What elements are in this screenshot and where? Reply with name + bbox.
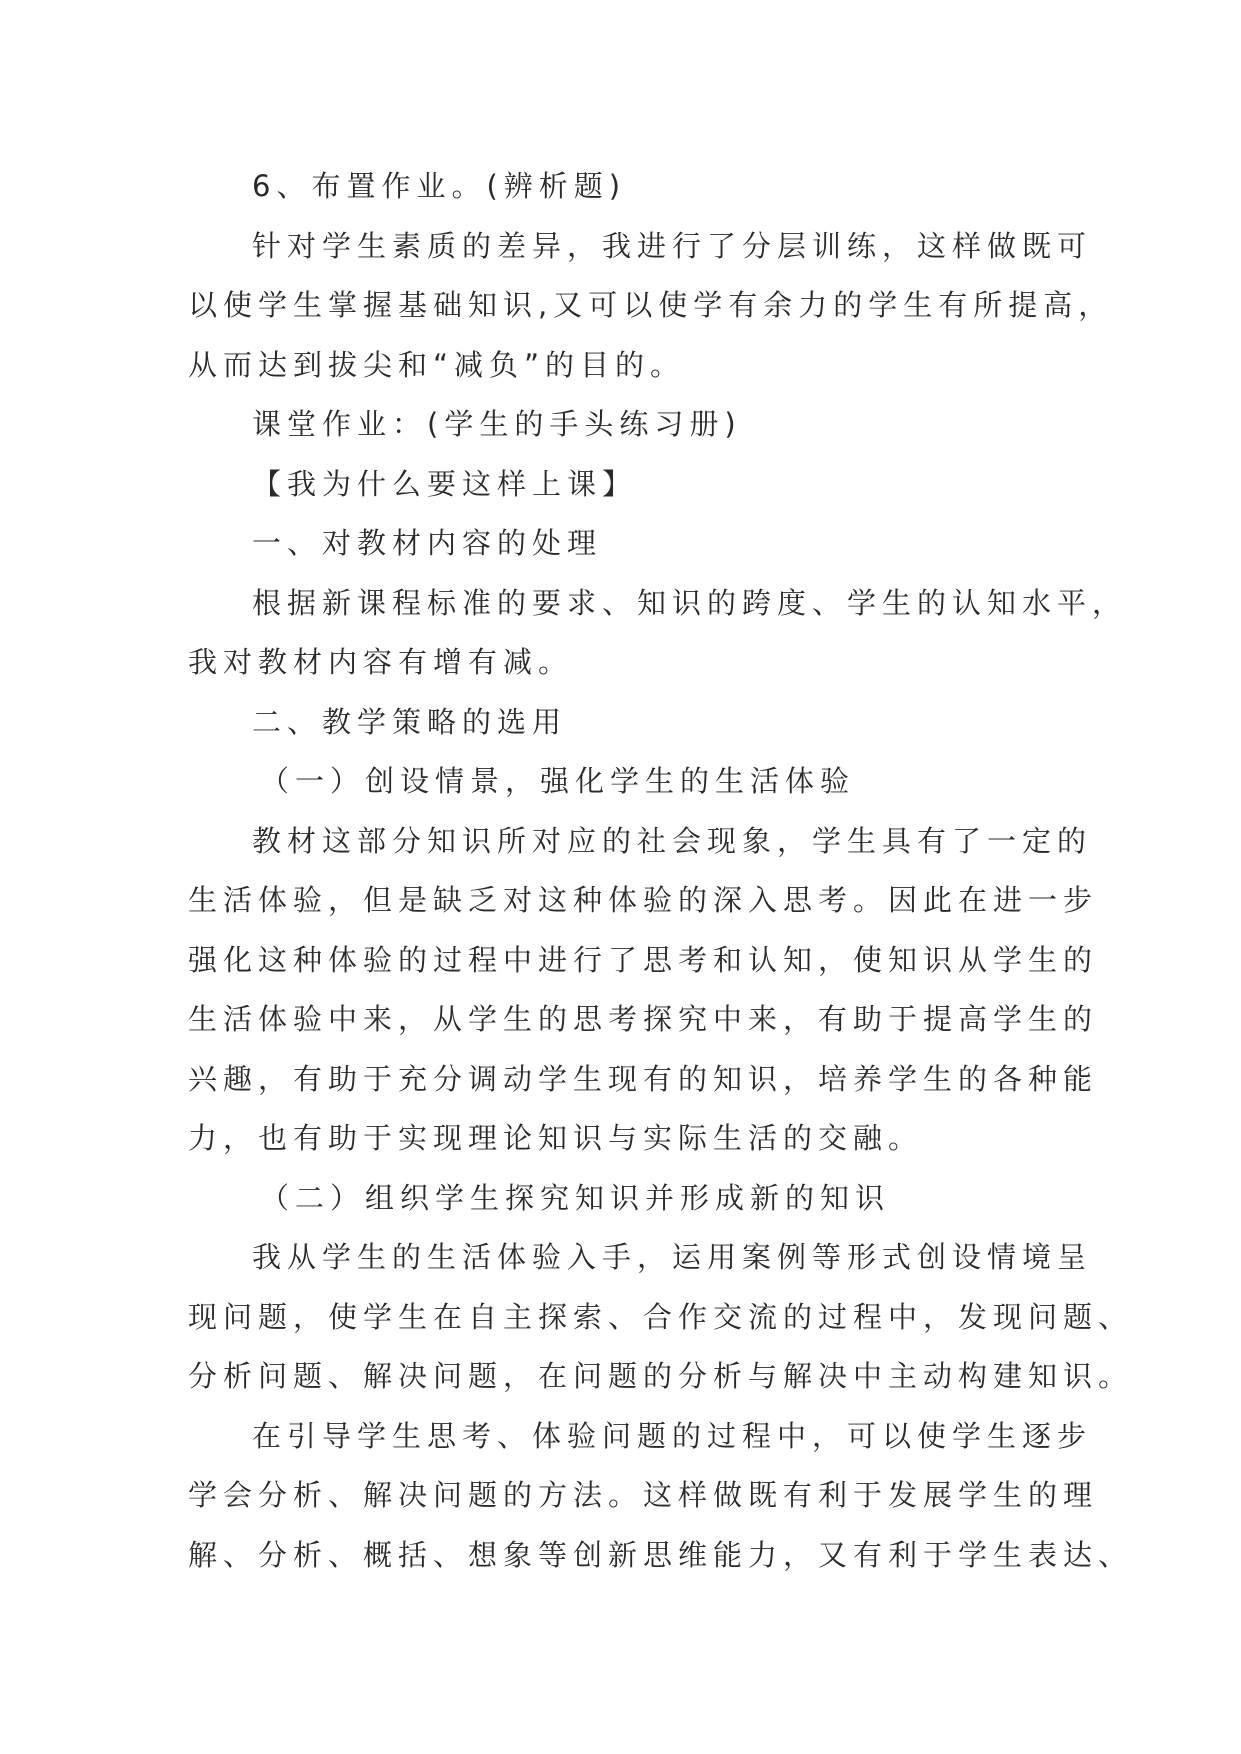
text-line: 我对教材内容有增有减。 [188, 645, 574, 679]
section-heading: 一、对教材内容的处理 [252, 526, 603, 560]
text-line: 从而达到拔尖和“减负”的目的。 [188, 347, 686, 382]
text-line: 针对学生素质的差异，我进行了分层训练，这样做既可 [252, 228, 1093, 263]
subsection-heading: （二）组织学生探究知识并形成新的知识 [260, 1180, 891, 1215]
text-line: 教材这部分知识所对应的社会现象，学生具有了一定的 [252, 823, 1093, 858]
section-heading: 二、教学策略的选用 [252, 704, 568, 739]
text-line: 以使学生掌握基础知识,又可以使学有余力的学生有所提高， [188, 288, 1114, 322]
text-line: 生活体验中来，从学生的思考探究中来，有助于提高学生的 [188, 1002, 1099, 1036]
text-line: 现问题，使学生在自主探索、合作交流的过程中，发现问题、 [188, 1299, 1134, 1334]
text-line: 强化这种体验的过程中进行了思考和认知，使知识从学生的 [188, 942, 1099, 977]
text-line: 兴趣，有助于充分调动学生现有的知识，培养学生的各种能 [188, 1061, 1099, 1096]
document-body [188, 157, 1134, 1585]
text-line: 我从学生的生活体验入手，运用案例等形式创设情境呈 [252, 1240, 1093, 1274]
text-line: 课堂作业：(学生的手头练习册) [252, 407, 742, 441]
text-line: 在引导学生思考、体验问题的过程中，可以使学生逐步 [252, 1418, 1093, 1453]
text-line: 学会分析、解决问题的方法。这样做既有利于发展学生的理 [188, 1478, 1099, 1512]
text-line: 根据新课程标准的要求、知识的跨度、学生的认知水平， [252, 585, 1128, 620]
text-line: 生活体验，但是缺乏对这种体验的深入思考。因此在进一步 [188, 883, 1099, 917]
text-line: 解、分析、概括、想象等创新思维能力，又有利于学生表达、 [188, 1537, 1134, 1572]
section-heading: 【我为什么要这样上课】 [252, 466, 638, 501]
subsection-heading: （一）创设情景，强化学生的生活体验 [260, 764, 856, 798]
text-line: 力，也有助于实现理论知识与实际生活的交融。 [188, 1121, 924, 1155]
text-line: 分析问题、解决问题，在问题的分析与解决中主动构建知识。 [188, 1359, 1134, 1393]
text-line: 6、布置作业。(辨析题) [252, 169, 627, 203]
